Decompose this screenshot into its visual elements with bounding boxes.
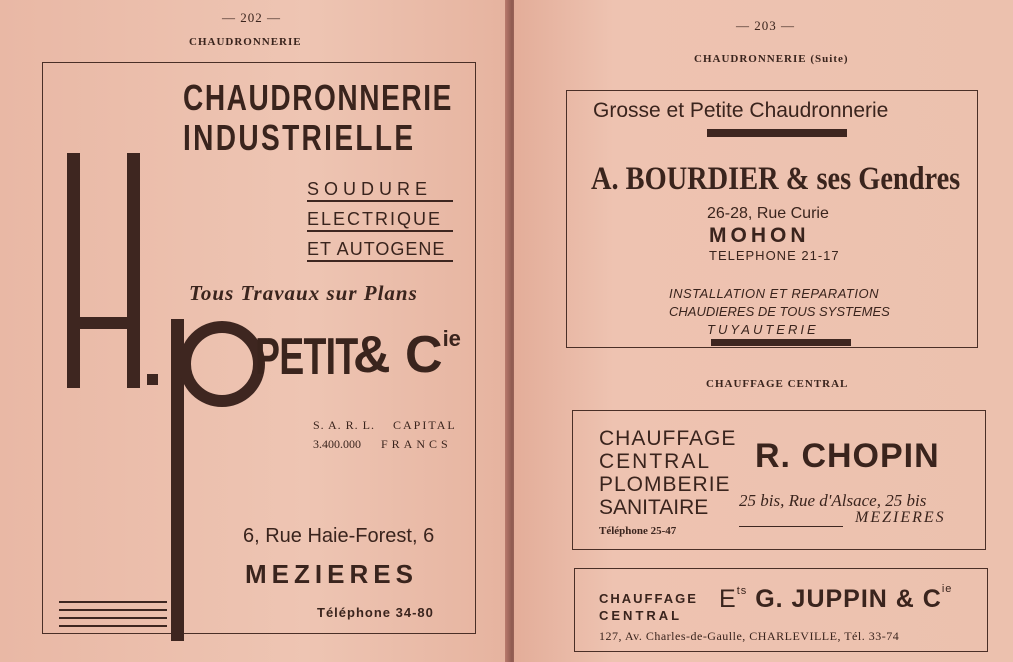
- juppin-company: [719, 582, 953, 614]
- logo-h-crossbar: [67, 317, 140, 329]
- logo-h-left-stroke: [67, 153, 80, 388]
- bourdier-company: A. BOURDIER & ses Gendres: [591, 161, 961, 197]
- capital-amount: 3.400.000: [313, 437, 361, 451]
- logo-suffix-sup: ie: [442, 325, 461, 351]
- juppin-prefix-sup: ts: [736, 584, 748, 597]
- bourdier-bottom-bar: [711, 339, 851, 346]
- service-autogene: ET AUTOGENE: [307, 239, 453, 262]
- bourdier-service-3: TUYAUTERIE: [707, 322, 819, 337]
- chopin-city: MEZIERES: [855, 509, 946, 526]
- chopin-service-2: CENTRAL: [599, 450, 712, 473]
- logo-suffix-text: & C: [353, 326, 443, 384]
- ad-city: MEZIERES: [245, 559, 418, 589]
- bourdier-advertisement: [566, 90, 978, 348]
- ad-title-line2: INDUSTRIELLE: [183, 117, 416, 158]
- chopin-rule: [739, 526, 843, 527]
- chopin-company: R. CHOPIN: [755, 437, 940, 475]
- chopin-advertisement: [572, 410, 986, 550]
- logo-company-suffix: [353, 325, 461, 385]
- bourdier-phone: TELEPHONE 21-17: [709, 248, 840, 263]
- bourdier-heading: Grosse et Petite Chaudronnerie: [593, 99, 889, 122]
- chopin-address: 25 bis, Rue d'Alsace, 25 bis: [739, 491, 927, 510]
- ad-phone: Téléphone 34-80: [317, 605, 434, 620]
- ad-address: 6, Rue Haie-Forest, 6: [243, 525, 435, 547]
- service-electrique: ELECTRIQUE: [307, 209, 453, 232]
- ad-tagline: Tous Travaux sur Plans: [189, 281, 418, 305]
- service-soudure: SOUDURE: [307, 179, 453, 202]
- bourdier-city: MOHON: [709, 224, 810, 247]
- bourdier-address: 26-28, Rue Curie: [707, 205, 829, 222]
- logo-h-right-stroke: [127, 153, 140, 388]
- logo-period: [147, 374, 158, 385]
- juppin-prefix: E: [719, 585, 737, 613]
- logo-p-bowl: [179, 321, 265, 407]
- bourdier-service-2: CHAUDIERES DE TOUS SYSTEMES: [669, 304, 890, 319]
- petit-advertisement: [42, 62, 476, 634]
- chopin-service-4: SANITAIRE: [599, 496, 709, 519]
- bourdier-service-1: INSTALLATION ET REPARATION: [669, 286, 879, 301]
- chopin-service-3: PLOMBERIE: [599, 473, 731, 496]
- capital-currency: FRANCS: [381, 437, 452, 451]
- juppin-advertisement: [574, 568, 988, 652]
- capital-label: CAPITAL: [393, 418, 457, 432]
- logo-company-name: PETIT: [255, 328, 358, 386]
- juppin-service-1: CHAUFFAGE: [599, 591, 698, 606]
- section-header: CHAUDRONNERIE: [189, 36, 302, 48]
- juppin-service-2: CENTRAL: [599, 608, 683, 623]
- juppin-company-name: G. JUPPIN & C: [755, 585, 942, 613]
- juppin-address: 127, Av. Charles-de-Gaulle, CHARLEVILLE, Tél. 33-74: [599, 629, 900, 643]
- chopin-service-1: CHAUFFAGE: [599, 427, 737, 450]
- right-page: [514, 0, 1013, 662]
- section-header: CHAUDRONNERIE (Suite): [694, 53, 849, 65]
- chopin-phone: Téléphone 25-47: [599, 525, 677, 537]
- page-number: — 202 —: [222, 10, 281, 25]
- legal-form: S. A. R. L.: [313, 418, 376, 432]
- juppin-company-sup: ie: [941, 582, 953, 595]
- ad-title-line1: CHAUDRONNERIE: [183, 77, 453, 118]
- page-number: — 203 —: [736, 18, 795, 33]
- section-header-chauffage: CHAUFFAGE CENTRAL: [706, 378, 849, 390]
- bourdier-top-bar: [707, 129, 847, 137]
